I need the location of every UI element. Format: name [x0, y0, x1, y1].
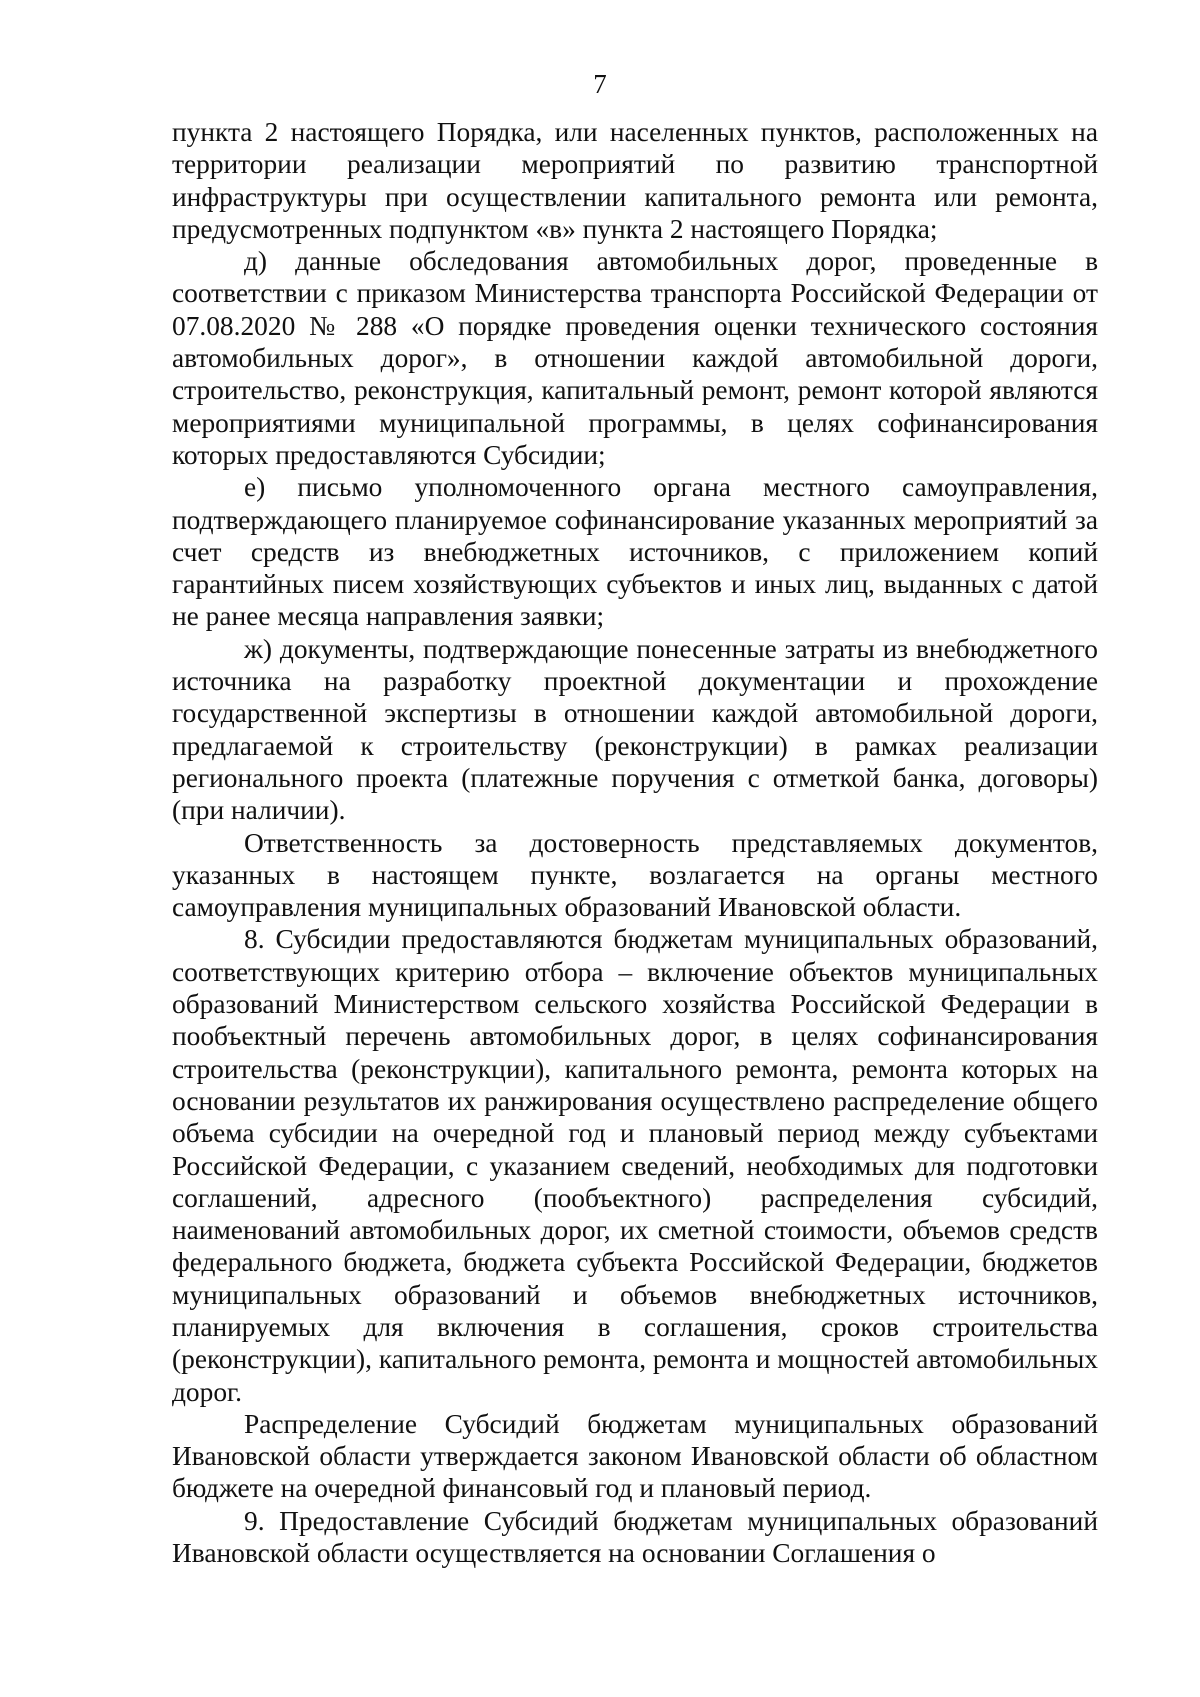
para-item-e: е) письмо уполномоченного органа местного самоуправления, подтверждающего планируемое софинансирование указанных мероприятий за счет средств из внебюджетных источников, с приложением копий гарантийных писем хозяйствующих субъектов и иных лиц, выданных с датой не ранее месяца направления заявки;: [172, 472, 1098, 632]
para-clause-8: 8. Субсидии предоставляются бюджетам муниципальных образований, соответствующих критерию отбора – включение объектов муниципальных образований Министерством сельского хозяйства Российской Федерации в пообъектный перечень автомобильных дорог, в целях софинансирования строительства (реконструкции), капитального ремонта, ремонта которых на основании результатов их ранжирования осуществлено распределение общего объема субсидии на очередной год и плановый период между субъектами Российской Федерации, с указанием сведений, необходимых для подготовки соглашений, адресного (пообъектного) распределения субсидий, наименований автомобильных дорог, их сметной стоимости, объемов средств федерального бюджета, бюджета субъекта Российской Федерации, бюджетов муниципальных образований и объемов внебюджетных источников, планируемых для включения в соглашения, сроков строительства (реконструкции), капитального ремонта, ремонта и мощностей автомобильных дорог.: [172, 924, 1098, 1407]
page-number: 7: [593, 69, 607, 99]
para-continuation: пункта 2 настоящего Порядка, или населенных пунктов, расположенных на территории реализации мероприятий по развитию транспортной инфраструктуры при осуществлении капитального ремонта или ремонта, предусмотренных подпунктом «в» пункта 2 настоящего Порядка;: [172, 117, 1098, 244]
para-item-zh: ж) документы, подтверждающие понесенные затраты из внебюджетного источника на разработку проектной документации и прохождение государственной экспертизы в отношении каждой автомобильной дороги, предлагаемой к строительству (реконструкции) в рамках реализации регионального проекта (платежные поручения с отметкой банка, договоры) (при наличии).: [172, 633, 1098, 826]
para-item-d: д) данные обследования автомобильных дорог, проведенные в соответствии с приказом Министерства транспорта Российской Федерации от 07.08.2020 № 288 «О порядке проведения оценки технического состояния автомобильных дорог», в отношении каждой автомобильной дороги, строительство, реконструкция, капитальный ремонт, ремонт которой являются мероприятиями муниципальной программы, в целях софинансирования которых предоставляются Субсидии;: [172, 246, 1098, 470]
document-body: [172, 116, 1098, 1569]
para-clause-9: 9. Предоставление Субсидий бюджетам муниципальных образований Ивановской области осуществляется на основании Соглашения о: [172, 1505, 1098, 1569]
para-distribution: Распределение Субсидий бюджетам муниципальных образований Ивановской области утверждается законом Ивановской области об областном бюджете на очередной финансовый год и плановый период.: [172, 1408, 1098, 1504]
para-responsibility: Ответственность за достоверность представляемых документов, указанных в настоящем пункте, возлагается на органы местного самоуправления муниципальных образований Ивановской области.: [172, 827, 1098, 923]
